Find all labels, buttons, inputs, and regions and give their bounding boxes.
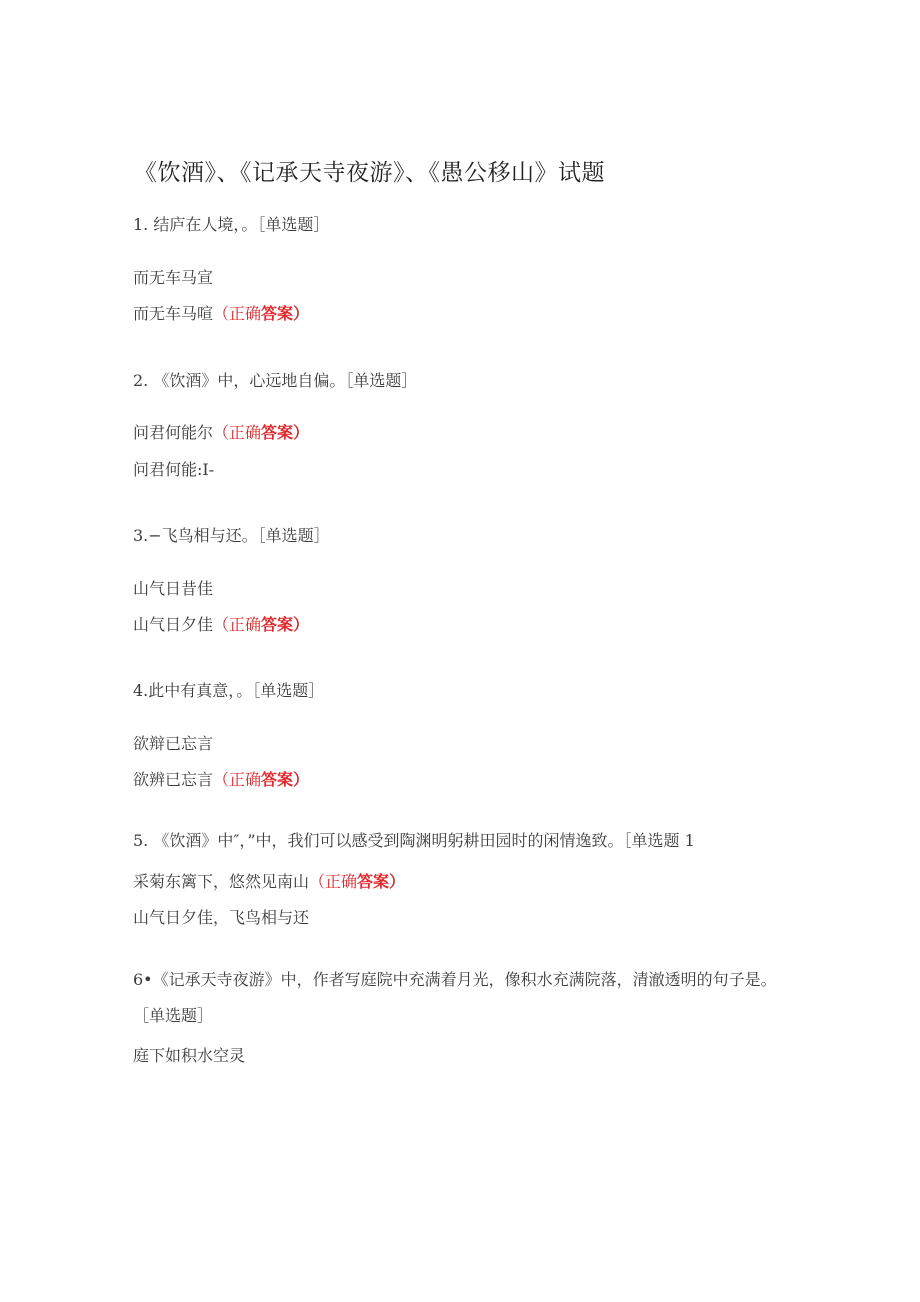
- answer-option: [133, 733, 213, 755]
- option-text: 欲辩已忘言: [133, 734, 214, 753]
- answer-option: [133, 422, 309, 444]
- option-text: 采菊东篱下，悠然见南山: [133, 872, 310, 891]
- option-text: 庭下如积水空灵: [133, 1046, 246, 1065]
- question-stem: 2. 《饮酒》中，心远地自偏。［单选题］: [133, 371, 418, 390]
- question-stem: 1. 结庐在人境，。［单选题］: [133, 215, 330, 234]
- option-text: 欲辨已忘言: [133, 770, 214, 789]
- answer-option: [133, 267, 213, 289]
- answer-option: [133, 907, 309, 929]
- answer-option: [133, 459, 214, 481]
- document-title: 《饮酒》、《记承天寺夜游》、《愚公移山》试题: [134, 160, 605, 186]
- answer-option: [133, 1045, 245, 1067]
- option-text: 问君何能:I-: [133, 460, 215, 479]
- answer-option: [133, 303, 309, 325]
- question-stem: 4.此中有真意，。［单选题］: [133, 681, 325, 700]
- correct-answer-mark: （正确答案）: [213, 423, 310, 442]
- correct-answer-mark: （正确答案）: [213, 304, 310, 323]
- answer-option: [133, 871, 405, 893]
- option-text: 而无车马喧: [133, 304, 214, 323]
- option-text: 而无车马宣: [133, 268, 214, 287]
- option-text: 山气日夕佳，飞鸟相与还: [133, 908, 310, 927]
- answer-option: [133, 769, 309, 791]
- question-stem: 3.−飞鸟相与还。［单选题］: [133, 526, 330, 545]
- correct-answer-mark: （正确答案）: [213, 615, 310, 634]
- option-text: 山气日昔佳: [133, 579, 214, 598]
- question-stem: 5. 《饮酒》中″，”中，我们可以感受到陶渊明躬耕田园时的闲情逸致。［单选题 1: [133, 831, 695, 850]
- answer-option: [133, 578, 213, 600]
- option-text: 问君何能尔: [133, 423, 214, 442]
- question-stem: 6•《记承天寺夜游》中，作者写庭院中充满着月光，像积水充满院落，清澈透明的句子是。［单选题］: [133, 970, 777, 1025]
- option-text: 山气日夕佳: [133, 615, 214, 634]
- correct-answer-mark: （正确答案）: [213, 770, 310, 789]
- correct-answer-mark: （正确答案）: [309, 872, 406, 891]
- answer-option: [133, 614, 309, 636]
